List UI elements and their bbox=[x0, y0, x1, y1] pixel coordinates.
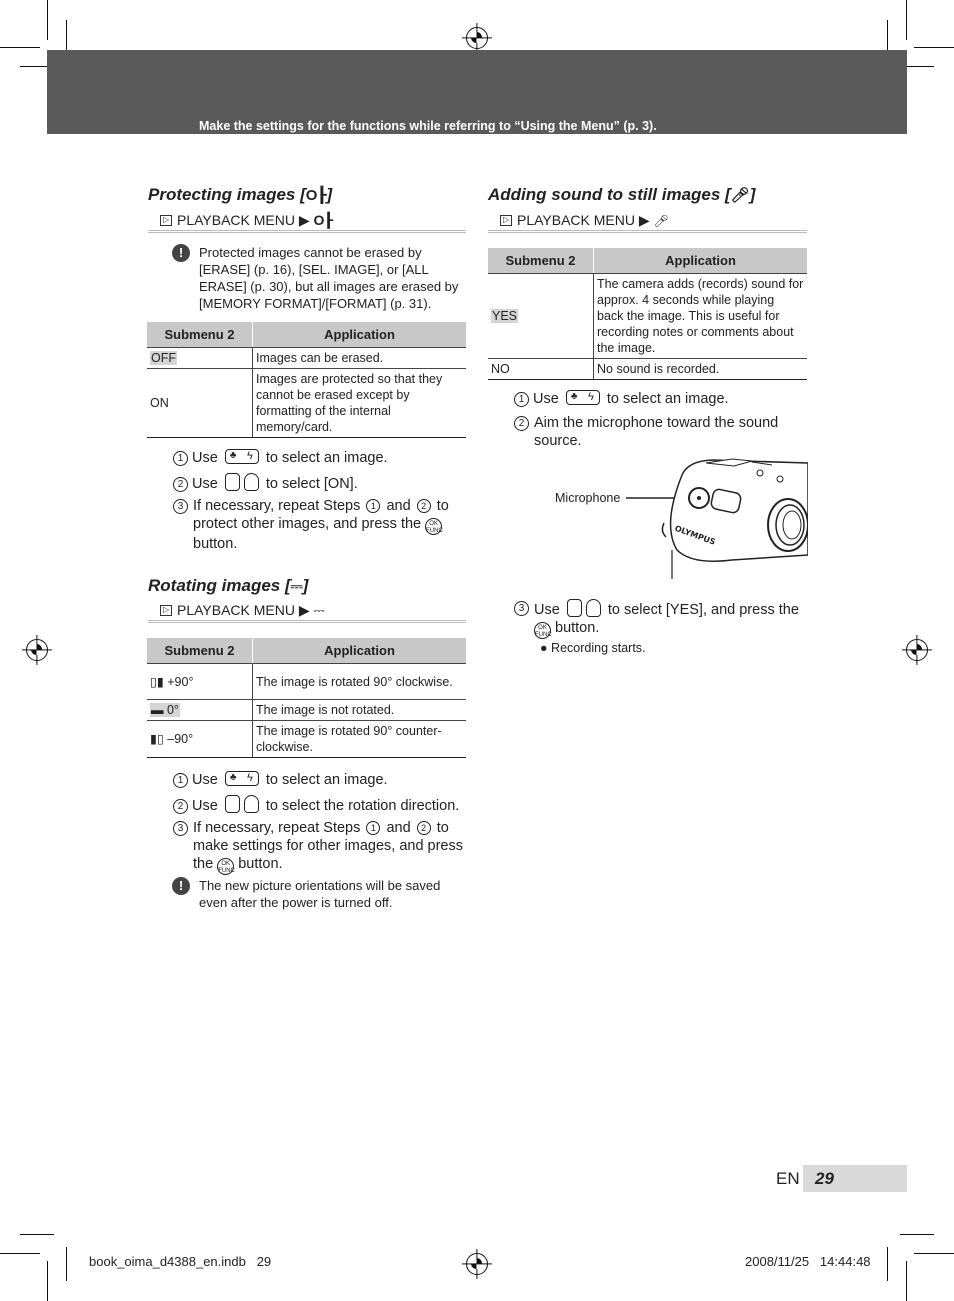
page-header bbox=[47, 50, 907, 134]
section-title-protect: Protecting images [O┠] bbox=[148, 185, 333, 204]
step-2: 2 Use to select the rotation direction. bbox=[173, 795, 459, 815]
table-row: YES The camera adds (records) sound for approx. 4 seconds while playing back the image. This is useful for recording notes or comments about the image. bbox=[488, 274, 807, 359]
page-number: 29 bbox=[815, 1169, 834, 1188]
rotate-table bbox=[147, 638, 466, 758]
crop-mark bbox=[20, 1234, 54, 1235]
table-row: NO No sound is recorded. bbox=[488, 359, 807, 380]
rotate-icon: ⎓ bbox=[290, 578, 303, 595]
left-right-button-icon bbox=[225, 449, 259, 464]
section-title-sound: Adding sound to still images [🎤︎] bbox=[488, 185, 756, 204]
ok-func-button-icon: OK FUNC bbox=[534, 622, 551, 639]
table-header-row: Submenu 2 Application bbox=[488, 248, 807, 274]
rotate-ccw-icon: ▮▯ bbox=[150, 732, 164, 746]
up-down-button-icon bbox=[225, 795, 259, 814]
step-3: 3 If necessary, repeat Steps 1 and 2 to make settings for other images, and press the OK FUNC button. bbox=[173, 819, 469, 875]
table-row: ▬ 0° The image is not rotated. bbox=[147, 700, 466, 721]
registration-mark bbox=[466, 27, 488, 49]
protect-key-icon: O┠ bbox=[313, 212, 333, 228]
step-2: 2 Use to select [ON]. bbox=[173, 473, 358, 493]
section-title-rotate: Rotating images [⎓] bbox=[148, 576, 309, 595]
rotate-cw-icon: ▯▮ bbox=[150, 674, 164, 689]
crop-mark bbox=[47, 0, 48, 40]
crop-mark bbox=[66, 1247, 67, 1281]
camera-brand-text: OLYMPUS bbox=[673, 523, 717, 547]
registration-mark bbox=[906, 639, 928, 661]
left-right-button-icon bbox=[566, 390, 600, 405]
caution-note: ! The new picture orientations will be saved even after the power is turned off. bbox=[172, 877, 466, 911]
header-instruction: Make the settings for the functions while referring to “Using the Menu” (p. 3). bbox=[199, 119, 657, 133]
bullet-icon: ● bbox=[540, 641, 548, 655]
bullet-item: ● Recording starts. bbox=[540, 641, 646, 655]
crop-mark bbox=[0, 47, 40, 48]
rotate-icon: ⎓ bbox=[313, 602, 325, 618]
menu-path-rotate: ▷PLAYBACK MENU ▶ ⎓ bbox=[148, 602, 466, 623]
crop-mark bbox=[66, 20, 67, 54]
table-header-row: Submenu 2 Application bbox=[147, 638, 466, 664]
table-header-row: Submenu 2 Application bbox=[147, 322, 466, 348]
playback-icon bbox=[160, 605, 172, 616]
crop-mark bbox=[900, 1234, 934, 1235]
protect-key-icon: O┠ bbox=[305, 187, 327, 204]
no-rotate-icon: ▬ bbox=[151, 703, 164, 717]
crop-mark bbox=[47, 1261, 48, 1301]
ok-func-button-icon: OK FUNC bbox=[217, 858, 234, 875]
table-row: OFF Images can be erased. bbox=[147, 348, 466, 369]
table-row: ON Images are protected so that they cannot be erased except by formatting of the internal memory/card. bbox=[147, 369, 466, 438]
protect-table bbox=[147, 322, 466, 438]
step-2: 2 Aim the microphone toward the sound source. bbox=[514, 414, 804, 450]
footer-datetime: 2008/11/25 14:44:48 bbox=[745, 1254, 871, 1269]
up-down-button-icon bbox=[567, 599, 601, 618]
step-1: 1 Use ♣ ϟ to select an image. bbox=[173, 771, 388, 789]
page-number-box bbox=[803, 1165, 907, 1192]
step-1: 1 Use ♣ ϟ to select an image. bbox=[173, 449, 388, 467]
table-row: ▯▮ +90° The image is rotated 90° clockwise. bbox=[147, 664, 466, 700]
left-right-button-icon bbox=[225, 771, 259, 786]
caution-icon: ! bbox=[172, 877, 190, 895]
microphone-icon: 🎤︎ bbox=[653, 214, 669, 228]
camera-illustration bbox=[622, 455, 808, 579]
sound-table bbox=[488, 248, 807, 380]
playback-icon bbox=[500, 215, 512, 226]
step-3: 3 If necessary, repeat Steps 1 and 2 to protect other images, and press the OK FUNCbutton. bbox=[173, 497, 463, 553]
table-row: ▮▯ –90° The image is rotated 90° counter-clockwise. bbox=[147, 721, 466, 758]
registration-mark bbox=[26, 639, 48, 661]
step-3: 3 Use to select [YES], and press the OK FUNC button. bbox=[514, 599, 806, 639]
crop-mark bbox=[914, 47, 954, 48]
page-language: EN bbox=[776, 1169, 800, 1188]
crop-mark bbox=[914, 1253, 954, 1254]
up-down-button-icon bbox=[225, 473, 259, 492]
menu-path-protect: ▷PLAYBACK MENU ▶ O┠ bbox=[148, 212, 466, 233]
playback-icon bbox=[160, 215, 172, 226]
microphone-icon: 🎤︎ bbox=[730, 187, 750, 204]
ok-func-button-icon: OK FUNC bbox=[425, 518, 442, 535]
caution-icon: ! bbox=[172, 244, 190, 262]
caution-note: ! Protected images cannot be erased by [ERASE] (p. 16), [SEL. IMAGE], or [ALL ERASE] (p. 30), but all images are erased by [MEMORY FORMAT]/[FORMAT] (p. 31). bbox=[172, 244, 466, 312]
step-1: 1 Use ♣ ϟ to select an image. bbox=[514, 390, 729, 408]
footer-file: book_oima_d4388_en.indb 29 bbox=[89, 1254, 272, 1269]
menu-path-sound: ▷PLAYBACK MENU ▶ 🎤︎ bbox=[488, 212, 807, 233]
registration-mark bbox=[466, 1253, 488, 1275]
crop-mark bbox=[0, 1253, 40, 1254]
crop-mark bbox=[887, 1247, 888, 1281]
crop-mark bbox=[887, 20, 888, 54]
crop-mark bbox=[906, 0, 907, 40]
crop-mark bbox=[906, 1261, 907, 1301]
microphone-label: Microphone bbox=[555, 491, 621, 505]
